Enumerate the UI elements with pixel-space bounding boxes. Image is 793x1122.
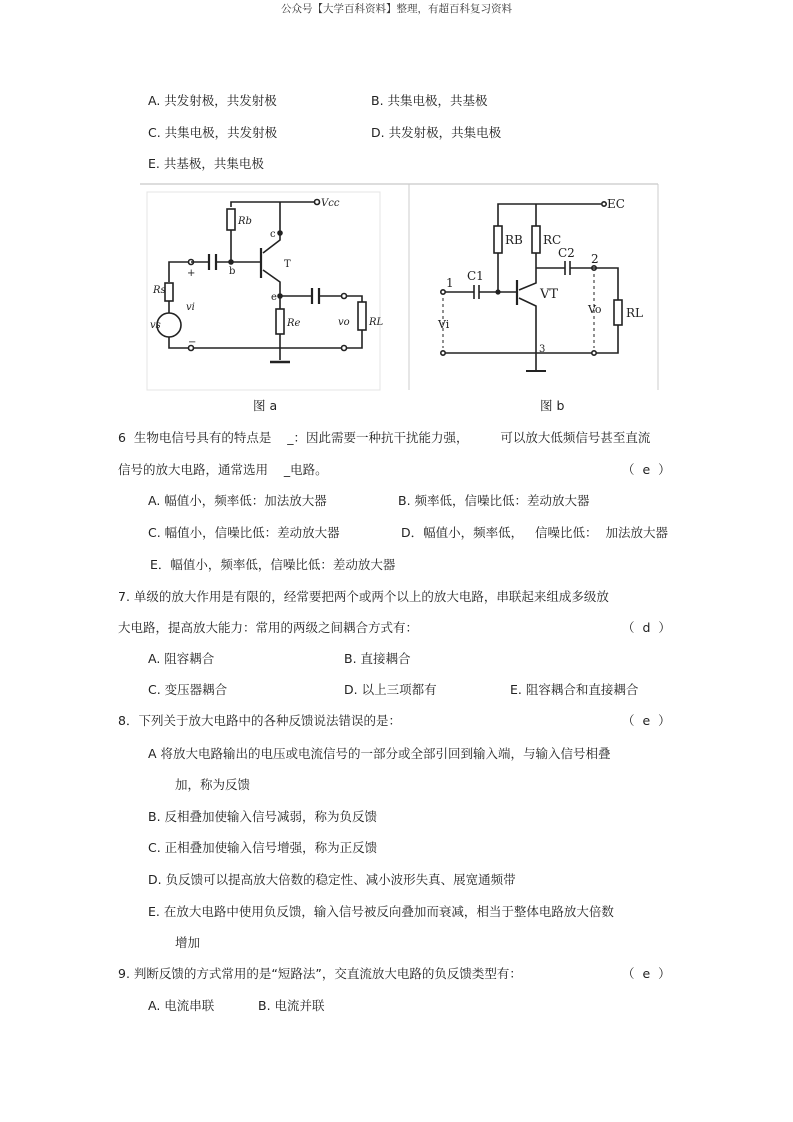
- q7-text-line2: 大电路，提高放大能力：常用的两级之间耦合方式有：: [118, 620, 419, 635]
- q9-option-a: A. 电流串联: [148, 998, 215, 1013]
- q6-option-a: A. 幅值小，频率低：加法放大器: [148, 493, 327, 508]
- circuit-b: [441, 202, 622, 371]
- q8-option-b: B. 反相叠加使输入信号减弱，称为负反馈: [148, 809, 378, 824]
- q9-option-b: B. 电流并联: [258, 998, 325, 1013]
- label-vi: vi: [186, 302, 195, 313]
- q8-option-d: D. 负反馈可以提高放大倍数的稳定性、减小波形失真、展宽通频带: [148, 872, 516, 887]
- label-node-3: 3: [539, 344, 546, 355]
- q7-option-a: A. 阻容耦合: [148, 651, 215, 666]
- label-vo: vo: [338, 317, 350, 328]
- q6-option-b: B. 频率低，信噪比低：差动放大器: [398, 493, 590, 508]
- label-node-1: 1: [446, 276, 454, 290]
- q5-option-a: A. 共发射极，共发射极: [148, 93, 277, 108]
- label-rl-b: RL: [626, 306, 644, 320]
- q5-option-c: C. 共集电极，共发射极: [148, 125, 278, 140]
- label-rl-a: RL: [369, 317, 384, 328]
- q7-option-b: B. 直接耦合: [344, 651, 411, 666]
- label-b: b: [229, 266, 236, 277]
- q6-option-d: D．幅值小，频率低， 信噪比低： 加法放大器: [401, 525, 668, 540]
- label-c: c: [270, 229, 276, 240]
- label-t: T: [284, 259, 291, 270]
- label-rs: Rs: [153, 285, 166, 296]
- label-minus: −: [188, 337, 197, 348]
- label-node-2: 2: [591, 252, 599, 266]
- label-rb: Rb: [238, 216, 252, 227]
- q5-option-b: B. 共集电极，共基极: [371, 93, 488, 108]
- figure-b-caption: 图 b: [540, 398, 565, 413]
- label-c2: C2: [558, 246, 575, 260]
- q7-option-c: C. 变压器耦合: [148, 682, 228, 697]
- q8-option-e-line2: 增加: [175, 935, 201, 950]
- label-vi-b: Vi: [438, 318, 450, 331]
- q8-text: 8．下列关于放大电路中的各种反馈说法错误的是：: [118, 713, 401, 728]
- q9-text: 9. 判断反馈的方式常用的是“短路法”，交直流放大电路的负反馈类型有：: [118, 966, 522, 981]
- q9-answer: （ e ）: [622, 966, 671, 981]
- label-re: Re: [287, 318, 301, 329]
- q8-answer: （ e ）: [622, 713, 671, 728]
- label-c1: C1: [467, 269, 484, 283]
- q5-option-d: D. 共发射极，共集电极: [371, 125, 502, 140]
- label-vcc: Vcc: [321, 198, 340, 209]
- q6-text-line2: 信号的放大电路，通常选用 _电路。: [118, 462, 328, 477]
- label-rc: RC: [543, 233, 562, 247]
- q7-option-e: E. 阻容耦合和直接耦合: [510, 682, 639, 697]
- label-ec: EC: [607, 197, 625, 211]
- figure-a-caption: 图 a: [253, 398, 278, 413]
- q5-option-e: E. 共基极，共集电极: [148, 156, 264, 171]
- q7-answer: （ d ）: [622, 620, 671, 635]
- q8-option-c: C. 正相叠加使输入信号增强，称为正反馈: [148, 840, 378, 855]
- q7-text-line1: 7. 单级的放大作用是有限的，经常要把两个或两个以上的放大电路，串联起来组成多级放: [118, 589, 609, 604]
- q8-option-a-line2: 加，称为反馈: [175, 777, 251, 792]
- q8-option-e-line1: E. 在放大电路中使用负反馈，输入信号被反向叠加而衰减，相当于整体电路放大倍数: [148, 904, 614, 919]
- q6-option-e: E．幅值小，频率低，信噪比低：差动放大器: [150, 557, 396, 572]
- q8-option-a-line1: A 将放大电路输出的电压或电流信号的一部分或全部引回到输入端，与输入信号相叠: [148, 746, 611, 761]
- q6-option-c: C. 幅值小，信噪比低：差动放大器: [148, 525, 340, 540]
- label-vo-b: Vo: [588, 303, 602, 316]
- q6-answer: （ e ）: [622, 462, 671, 477]
- label-rb-b: RB: [505, 233, 523, 247]
- circuit-figures: [0, 0, 793, 420]
- label-vs: vs: [150, 320, 161, 331]
- page-header: 公众号【大学百科资料】整理，有超百科复习资料: [281, 3, 512, 15]
- q6-text-line1: 6 生物电信号具有的特点是 _：因此需要一种抗干扰能力强， 可以放大低频信号甚至直流: [118, 430, 651, 445]
- label-e: e: [271, 292, 277, 303]
- label-vt: VT: [540, 287, 559, 302]
- q7-option-d: D. 以上三项都有: [344, 682, 437, 697]
- label-plus: +: [187, 268, 196, 279]
